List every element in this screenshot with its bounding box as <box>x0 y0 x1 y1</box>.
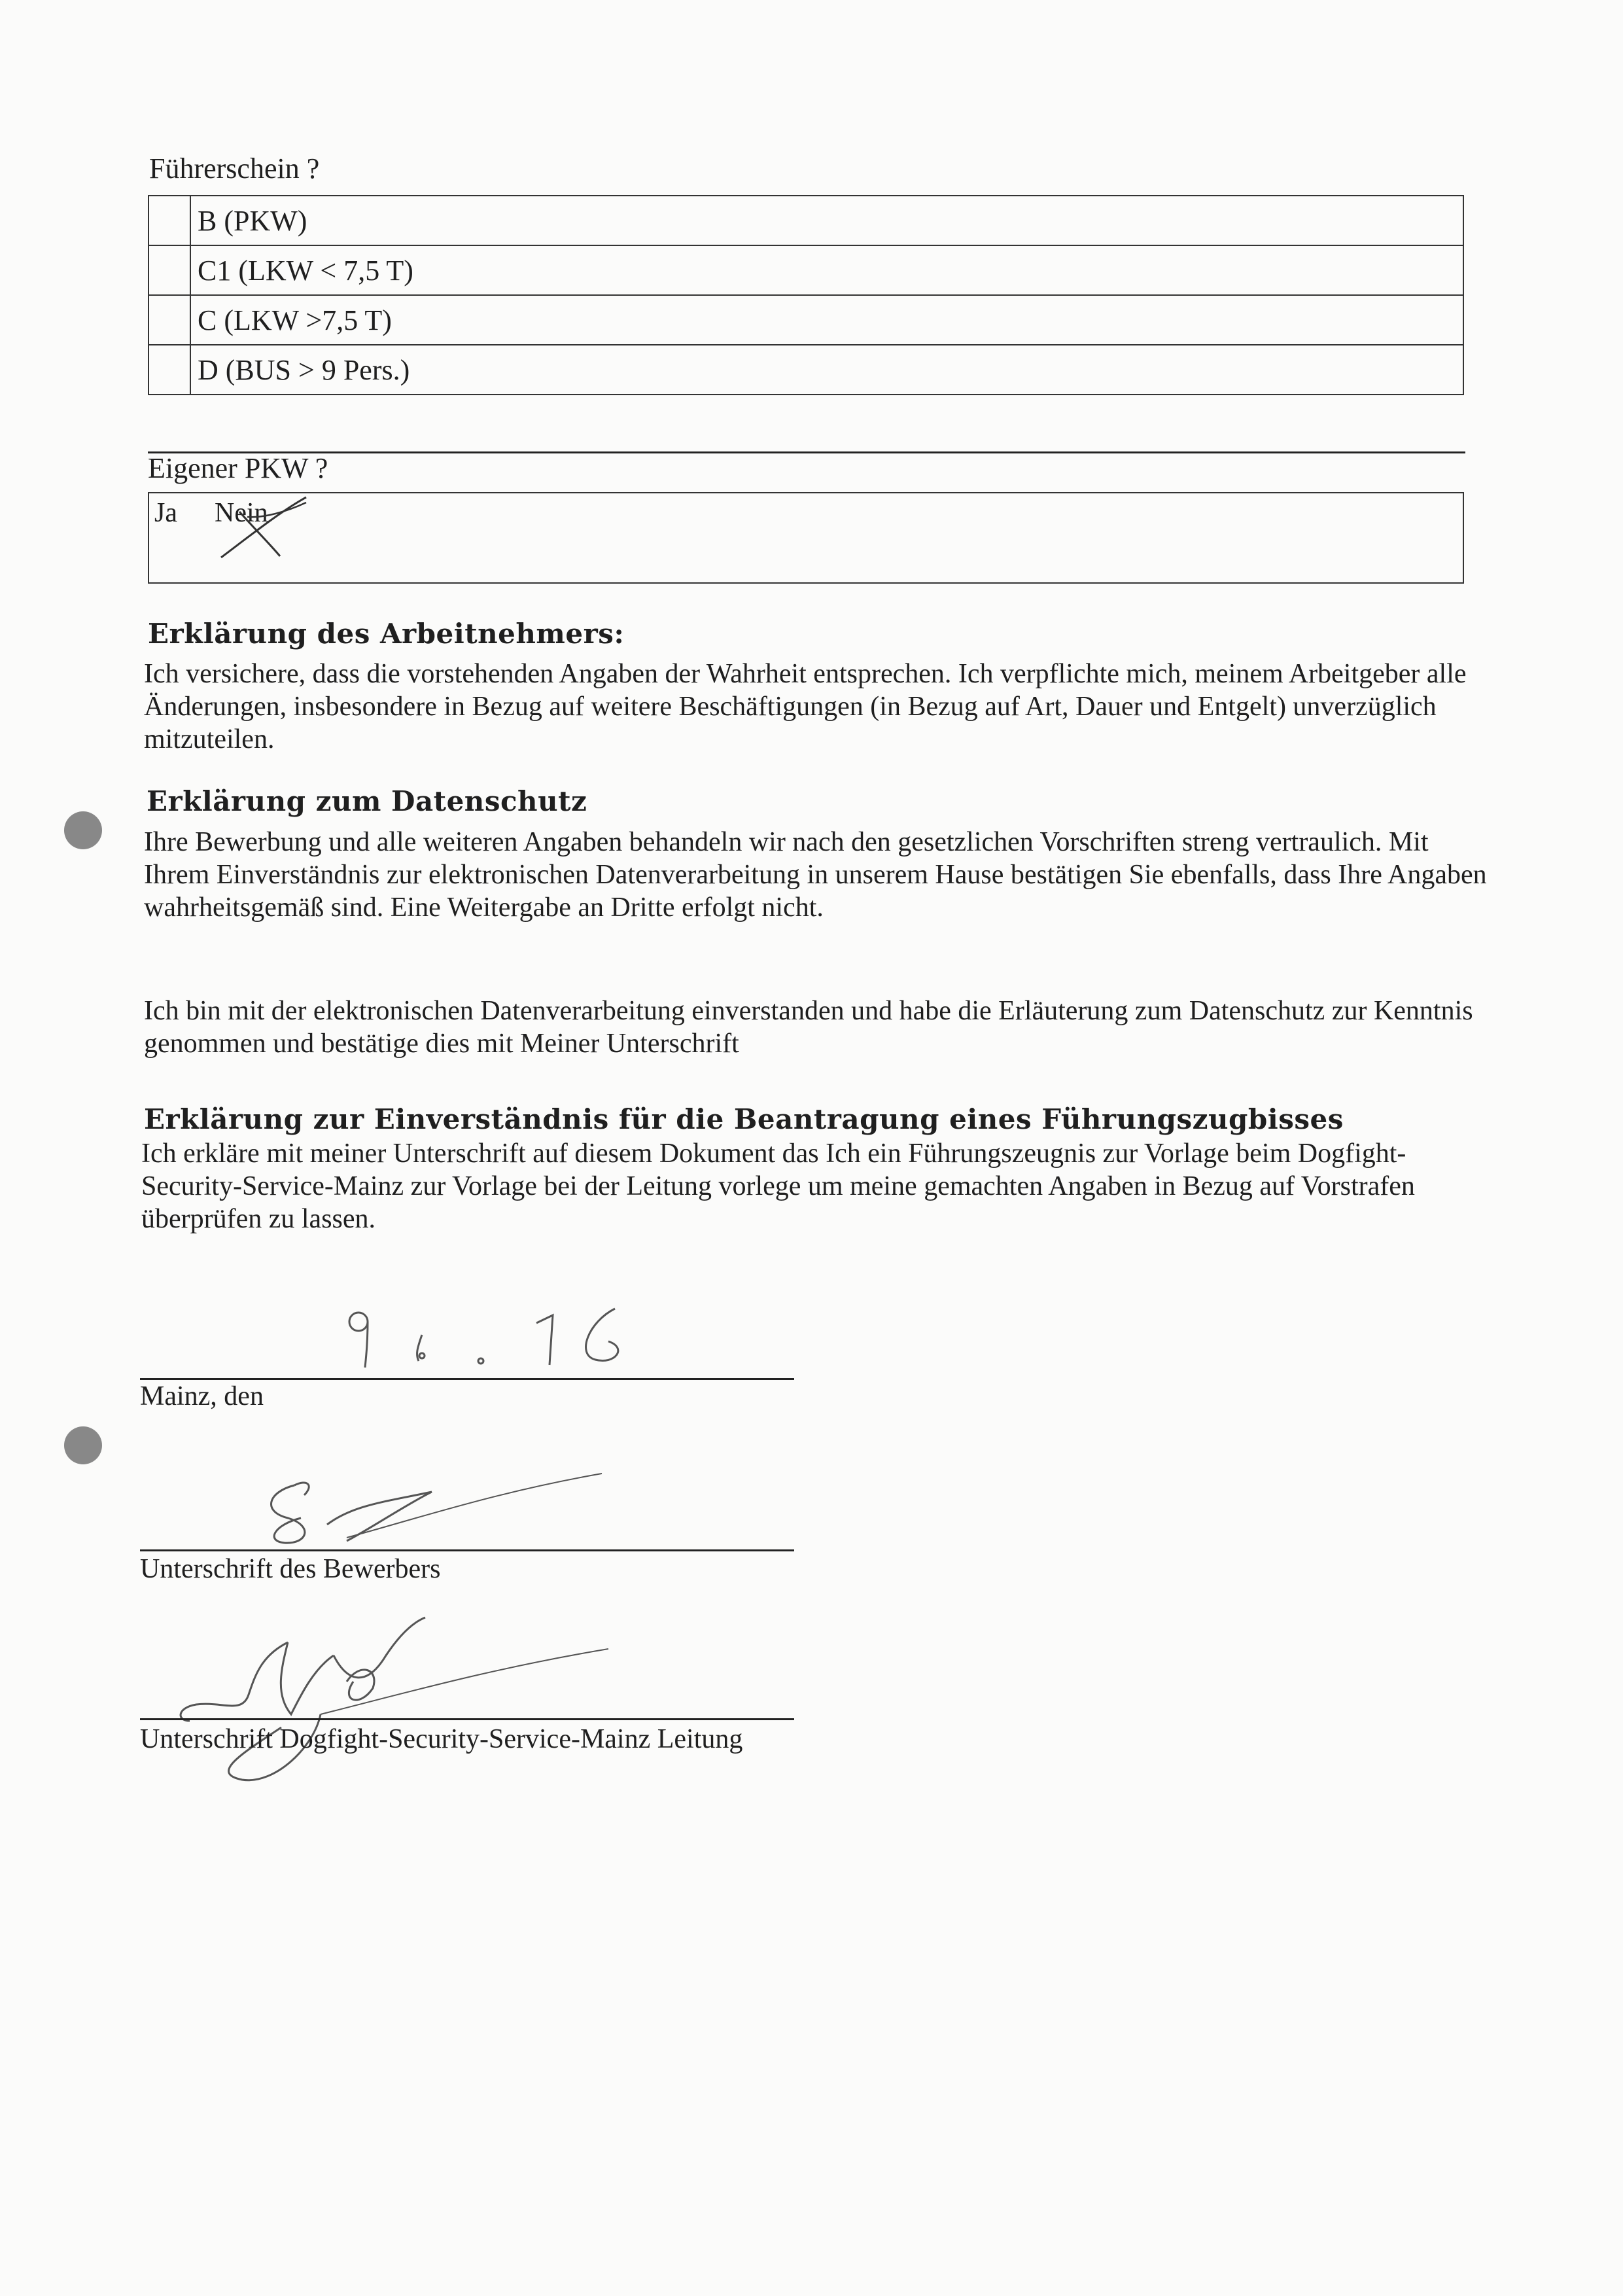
license-checkbox[interactable] <box>148 295 190 345</box>
management-signature-label: Unterschrift Dogfight-Security-Service-Mainz Leitung <box>140 1724 743 1754</box>
employee-declaration-heading: Erklärung des Arbeitnehmers: <box>148 618 625 650</box>
privacy-text: Ihre Bewerbung und alle weiteren Angaben behandeln wir nach den gesetzlichen Vorschriften streng vertraulich. Mit Ihrem Einverständnis zur elektronischen Datenverarbeitung in unserem Hause bestätigen Sie ebenfalls, dass Ihre Angaben wahrheitsgemäß sind. Eine Weitergabe an Dritte erfolgt nicht. <box>144 827 1487 923</box>
certificate-heading: Erklärung zur Einverständnis für die Beantragung eines Führungszugbisses <box>144 1103 1344 1135</box>
employee-declaration-text: Ich versichere, dass die vorstehenden Angaben der Wahrheit entsprechen. Ich verpflichte mich, meinem Arbeitgeber alle Änderungen, insbesondere in Bezug auf weitere Beschäftigungen (in Bezug auf Art, Dauer und Entgelt) unverzüglich mitzuteilen. <box>144 659 1467 754</box>
applicant-signature-label: Unterschrift des Bewerbers <box>140 1554 441 1584</box>
applicant-signature-line <box>140 1549 794 1551</box>
license-title: Führerschein ? <box>149 152 320 185</box>
license-checkbox[interactable] <box>148 196 190 245</box>
privacy-heading: Erklärung zum Datenschutz <box>147 785 587 817</box>
license-label: C (LKW >7,5 T) <box>190 295 1463 345</box>
license-row-d <box>148 345 1463 395</box>
license-checkbox[interactable] <box>148 245 190 295</box>
privacy-consent-text: Ich bin mit der elektronischen Datenverarbeitung einverstanden und habe die Erläuterung zum Datenschutz zur Kenntnis genommen und bestätige dies mit Meiner Unterschrift <box>144 996 1473 1059</box>
license-checkbox[interactable] <box>148 345 190 395</box>
date-line <box>140 1378 794 1380</box>
license-row-c1 <box>148 245 1463 295</box>
cross-mark-icon <box>208 492 313 564</box>
car-answer-box <box>148 492 1464 584</box>
car-yes-option[interactable]: Ja <box>154 498 177 528</box>
handwritten-date <box>340 1302 641 1381</box>
license-label: D (BUS > 9 Pers.) <box>190 345 1463 395</box>
license-label: C1 (LKW < 7,5 T) <box>190 245 1463 295</box>
car-no-option[interactable]: Nein <box>215 498 268 528</box>
license-label: B (PKW) <box>190 196 1463 245</box>
section-divider <box>148 451 1465 453</box>
place-date-label: Mainz, den <box>140 1381 264 1411</box>
car-title: Eigener PKW ? <box>148 452 328 484</box>
management-signature-line <box>140 1718 794 1720</box>
license-row-b <box>148 196 1463 245</box>
punch-hole <box>64 811 102 849</box>
license-row-c <box>148 295 1463 345</box>
punch-hole <box>64 1426 102 1464</box>
certificate-text: Ich erkläre mit meiner Unterschrift auf diesem Dokument das Ich ein Führungszeugnis zur Vorlage beim Dogfight-Security-Service-Mainz zur Vorlage bei der Leitung vorlege um meine gemachten Angaben in Bezug auf Vorstrafen überprüfen zu lassen. <box>141 1139 1415 1234</box>
management-signature <box>150 1616 621 1793</box>
license-table <box>148 195 1464 395</box>
